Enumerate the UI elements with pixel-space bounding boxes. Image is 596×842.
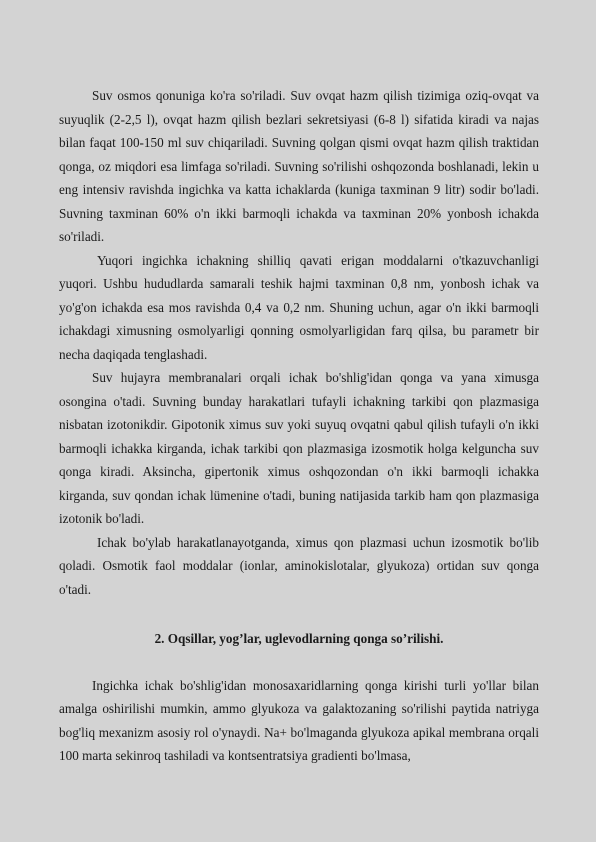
- paragraph-mucosa-permeability: Yuqori ingichka ichakning shilliq qavati erigan moddalarni o'tkazuvchanligi yuqori. Ushbu hududlarda samarali teshik hajmi taxminan 0,8 nm, yonbosh ichak va yo'g'on ichakda esa mos ravishda 0,4 va 0,2 nm. Shuning uchun, agar o'n ikki barmoqli ichakdagi ximusning osmolyarligi qonning osmolyarligidan farq qilsa, bu parametr bir necha daqiqada tenglashadi.: [59, 252, 539, 362]
- section-heading: 2. Oqsillar, yog’lar, uglevodlarning qonga so’rilishi.: [154, 631, 444, 646]
- paragraph-water-osmosis: Suv osmos qonuniga ko'ra so'riladi. Suv ovqat hazm qilish tizimiga oziq-ovqat va suyuqlik (2-2,5 l), ovqat hazm qilish bezlari sekretsiyasi (6-8 l) sifatida kiradi va najas bilan faqat 100-150 ml suv chiqariladi. Suvning qolgan qismi ovqat hazm qilish traktidan qonga, oz miqdori esa limfaga so'riladi. Suvning so'rilishi oshqozonda boshlanadi, lekin u eng intensiv ravishda ingichka va katta ichaklarda (kuniga taxminan 9 litr) sodir bo'ladi. Suvning taxminan 60% o'n ikki barmoqli ichakda va taxminan 20% yonbosh ichakda so'riladi.: [59, 88, 539, 244]
- paragraph-isosmotic-chyme: Ichak bo'ylab harakatlanayotganda, ximus qon plazmasi uchun izosmotik bo'lib qoladi. Osmotik faol moddalar (ionlar, aminokislotalar, glyukoza) ortidan suv qonga o'tadi.: [59, 534, 539, 597]
- paragraph-monosaccharides: Ingichka ichak bo'shlig'idan monosaxaridlarning qonga kirishi turli yo'llar bilan amalga oshirilishi mumkin, ammo glyukoza va galaktozaning so'rilishi paytida natriyga bog'liq mexanizm asosiy rol o'ynaydi. Na+ bo'lmaganda glyukoza apikal membrana orqali 100 marta sekinroq tashiladi va kontsentratsiya gradienti bo'lmasa,: [59, 677, 539, 763]
- paragraph-water-movement: Suv hujayra membranalari orqali ichak bo'shlig'idan qonga va yana ximusga osongina o'tadi. Suvning bunday harakatlari tufayli ichakning tarkibi qon plazmasiga nisbatan izotonikdir. Gipotonik ximus suv yoki suyuq ovqatni qabul qilish tufayli o'n ikki barmoqli ichakka kirganda, ichak tarkibi qon plazmasiga izosmotik holga kelguncha suv qonga kiradi. Aksincha, gipertonik ximus oshqozondan o'n ikki barmoqli ichakka kirganda, suv qondan ichak lümenine o'tadi, buning natijasida tarkib ham qon plazmasiga izotonik bo'ladi.: [59, 370, 539, 526]
- document-body: [59, 84, 539, 768]
